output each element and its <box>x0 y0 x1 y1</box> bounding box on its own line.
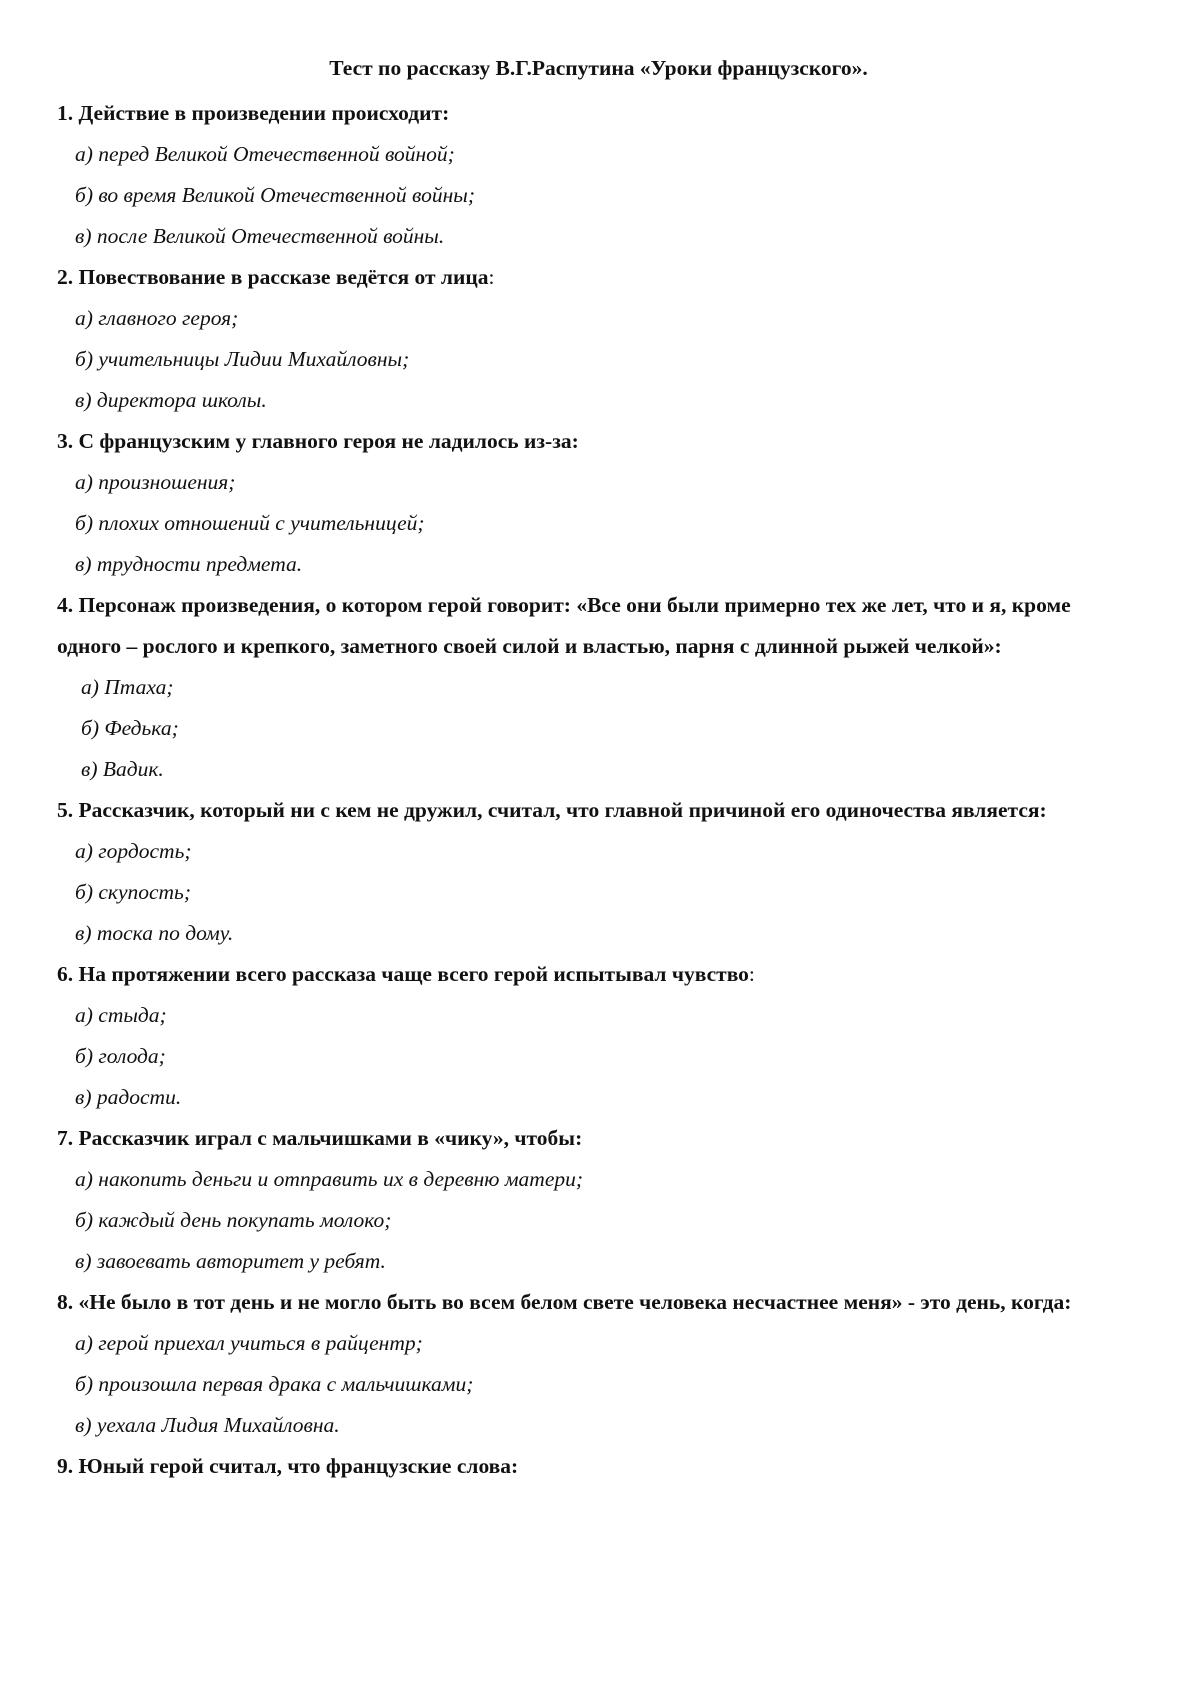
answer-options <box>57 1159 1130 1282</box>
answer-option: б) во время Великой Отечественной войны; <box>75 183 475 207</box>
answer-option: в) трудности предмета. <box>75 552 303 576</box>
question-3 <box>57 421 1130 585</box>
answer-option: а) произношения; <box>75 470 236 494</box>
answer-options <box>57 667 1130 790</box>
document-title: Тест по рассказу В.Г.Распутина «Уроки французского». <box>329 56 868 80</box>
question-2 <box>57 257 1130 421</box>
question-text: 2. Повествование в рассказе ведётся от лица: <box>57 265 495 289</box>
answer-options <box>57 134 1130 257</box>
question-7 <box>57 1118 1130 1282</box>
answer-option: б) произошла первая драка с мальчишками; <box>75 1372 474 1396</box>
question-1 <box>57 93 1130 257</box>
answer-options <box>57 298 1130 421</box>
answer-option: б) учительницы Лидии Михайловны; <box>75 347 410 371</box>
answer-option: в) завоевать авторитет у ребят. <box>75 1249 386 1273</box>
answer-option: в) тоска по дому. <box>75 921 234 945</box>
answer-option: б) голода; <box>75 1044 166 1068</box>
answer-option: в) радости. <box>75 1085 182 1109</box>
question-9 <box>57 1446 1130 1487</box>
answer-option: а) герой приехал учиться в райцентр; <box>75 1331 423 1355</box>
answer-options <box>57 462 1130 585</box>
question-text: 6. На протяжении всего рассказа чаще всего герой испытывал чувство: <box>57 962 755 986</box>
answer-option: в) после Великой Отечественной войны. <box>75 224 445 248</box>
answer-option: в) директора школы. <box>75 388 267 412</box>
answer-options <box>57 995 1130 1118</box>
question-text: 1. Действие в произведении происходит: <box>57 101 450 125</box>
question-6 <box>57 954 1130 1118</box>
question-text: 5. Рассказчик, который ни с кем не дружил, считал, что главной причиной его одиночества является: <box>57 798 1047 822</box>
question-text: 7. Рассказчик играл с мальчишками в «чику», чтобы: <box>57 1126 583 1150</box>
answer-option: а) накопить деньги и отправить их в деревню матери; <box>75 1167 584 1191</box>
answer-option: а) перед Великой Отечественной войной; <box>75 142 455 166</box>
answer-option: а) Птаха; <box>81 675 174 699</box>
answer-option: а) главного героя; <box>75 306 239 330</box>
question-text: 9. Юный герой считал, что французские слова: <box>57 1454 519 1478</box>
answer-options <box>57 831 1130 954</box>
answer-option: б) скупость; <box>75 880 192 904</box>
answer-option: а) гордость; <box>75 839 192 863</box>
answer-option: б) Федька; <box>81 716 179 740</box>
question-8 <box>57 1282 1130 1446</box>
question-text: 8. «Не было в тот день и не могло быть во всем белом свете человека несчастнее меня» - это день, когда: <box>57 1290 1072 1314</box>
answer-option: а) стыда; <box>75 1003 167 1027</box>
answer-option: б) плохих отношений с учительницей; <box>75 511 425 535</box>
answer-option: б) каждый день покупать молоко; <box>75 1208 392 1232</box>
answer-option: в) уехала Лидия Михайловна. <box>75 1413 340 1437</box>
question-4 <box>57 585 1130 790</box>
question-text: 3. С французским у главного героя не ладилось из-за: <box>57 429 579 453</box>
answer-option: в) Вадик. <box>81 757 164 781</box>
question-5 <box>57 790 1130 954</box>
question-text: 4. Персонаж произведения, о котором герой говорит: «Все они были примерно тех же лет, что и я, кроме одного – рослого и крепкого, заметного своей силой и властью, парня с длинной рыжей челкой»: <box>57 593 1071 658</box>
answer-options <box>57 1323 1130 1446</box>
